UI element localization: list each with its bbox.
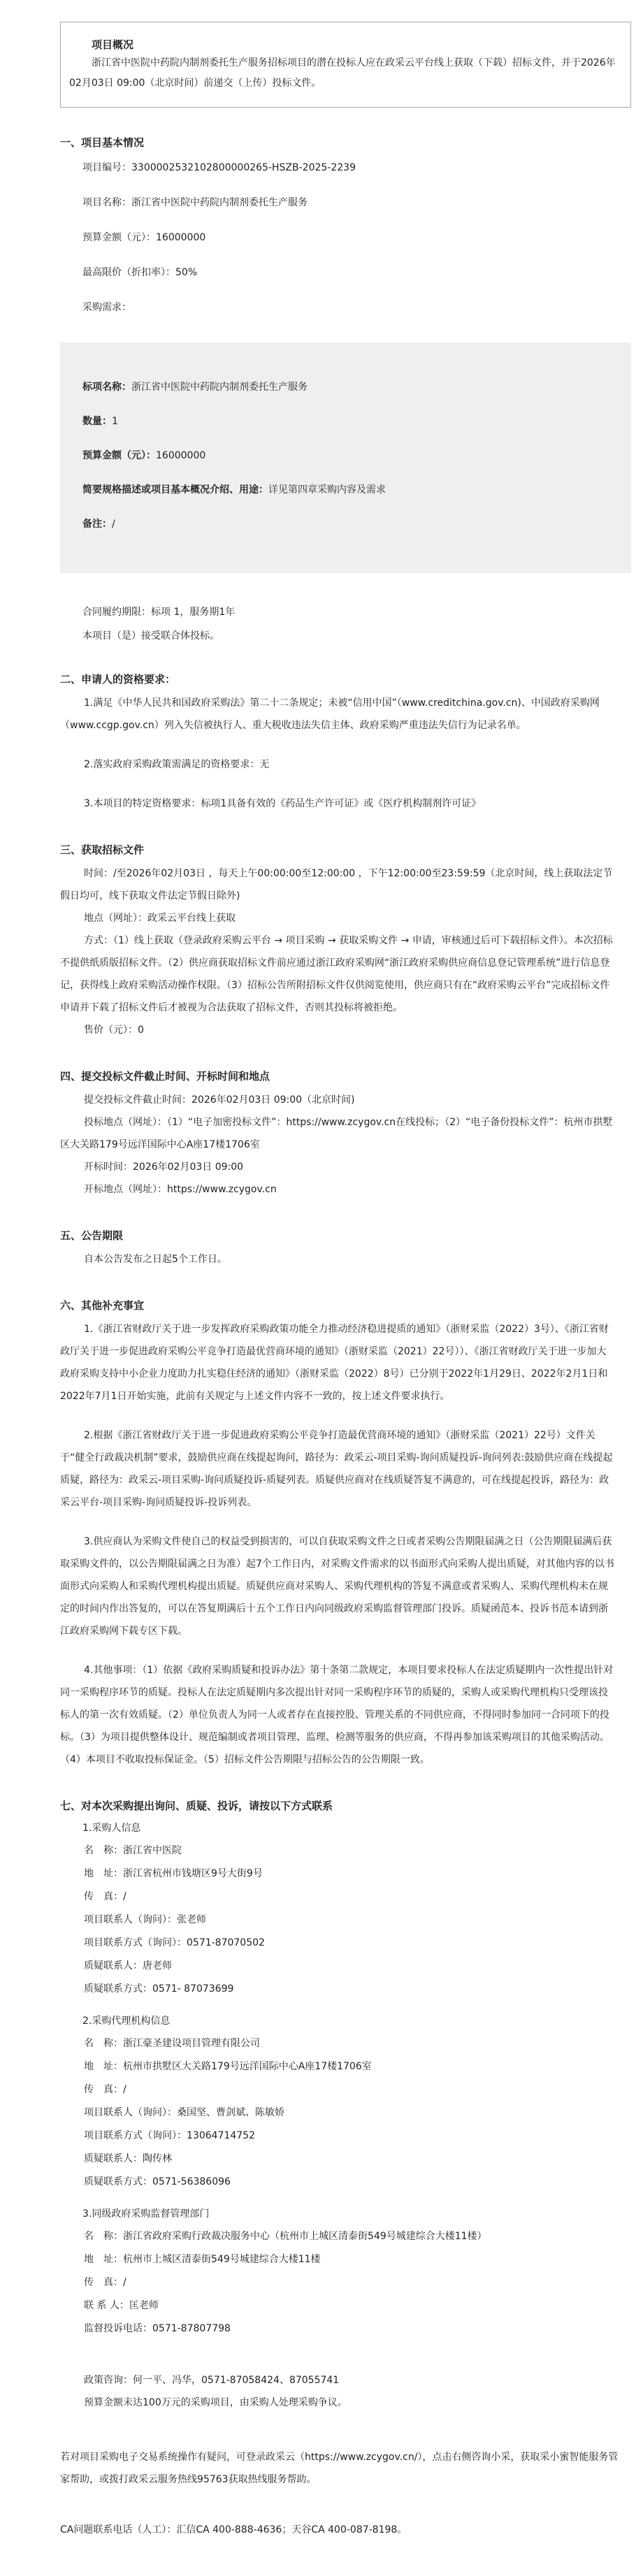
budget-amount: 预算金额（元）：16000000 (82, 231, 206, 243)
section-4-title: 四、提交投标文件截止时间、开标时间和地点 (60, 1069, 270, 1083)
supplementary-item: 1.《浙江省财政厅关于进一步发挥政府采购政策功能全力推动经济稳进提质的通知》（浙财采监（2022）3号）、《浙江省财政厅关于进一步促进政府采购公平竞争打造最优营商环境的通知》（浙财采监（2021）22号））、《浙江省财政厅关于进一步加大政府采购支持中小企业力度助力扎实稳住经济的通知》（浙财采监（2022）8号）已分别于2022年1月29日、2022年2月1日和2022年7月1日开始实施，此前有关规定与上述文件内容不一致的，按上述文件要求执行。 (60, 1323, 609, 1402)
submission-deadline: 提交投标文件截止时间：2026年02月03日 09:00（北京时间) (84, 1094, 355, 1106)
lot-quantity-value: 1 (112, 415, 118, 427)
contact-row: 项目联系方式（询问）：0571-87070502 (84, 1937, 265, 1948)
obtain-place: 地点（网址）：政采云平台线上获取 (84, 912, 236, 924)
supervisor-heading: 3.同级政府采购监督管理部门 (82, 2208, 210, 2220)
policy-consult: 政策咨询：何一平、冯华，0571-87058424、87055741 (84, 2374, 340, 2386)
purchaser-contact (84, 1842, 643, 1997)
contact-row: 项目联系人（询问）：张老师 (84, 1913, 206, 1925)
purchaser-heading: 1.采购人信息 (82, 1822, 141, 1834)
qualification-item: 1.满足《中华人民共和国政府采购法》第二十二条规定；未被“信用中国”（www.creditchina.gov.cn)、中国政府采购网（www.ccgp.gov.cn）列入失信被执行人、重大税收违法失信主体、政府采购严重违法失信行为记录名单。 (60, 697, 600, 731)
section-6-title: 六、其他补充事宜 (60, 1298, 145, 1312)
contact-row: 质疑联系方式：0571-56386096 (84, 2176, 231, 2187)
document-price: 售价（元）：0 (84, 1024, 144, 1036)
contact-row: 地 址：杭州市上城区清泰街549号城建综合大楼11楼 (84, 2253, 321, 2265)
supplementary-item: 2.根据《浙江省财政厅关于进一步促进政府采购公平竞争打造最优营商环境的通知》（浙财采监（2021）22号）文件关于“健全行政裁决机制”要求，鼓励供应商在线提起询问，路径为：政采云-项目采购-询问质疑投诉-询问列表:鼓励供应商在线提起质疑，路径为：政采云-项目采购-询问质疑投诉-质疑列表。质疑供应商对在线质疑答复不满意的，可在线提起投诉，路径为：政采云平台-项目采购-询问质疑投诉-投诉列表。 (60, 1429, 613, 1508)
lot-budget-value: 16000000 (156, 449, 206, 461)
announcement-period: 自本公告发布之日起5个工作日。 (84, 1253, 227, 1265)
contact-row: 质疑联系方式：0571- 87073699 (84, 1983, 234, 1995)
lot-remark (82, 516, 631, 533)
lot-quantity-label: 数量： (82, 415, 112, 427)
max-price: 最高限价（折扣率）：50% (82, 266, 198, 278)
contact-row: 名 称：浙江省中医院 (84, 1844, 182, 1856)
small-budget-note: 预算金额未达100万元的采购项目，由采购人处理采购争议。 (84, 2396, 347, 2408)
section-1-title: 一、项目基本情况 (60, 136, 145, 149)
contact-row: 名 称：浙江豪圣建设项目管理有限公司 (84, 2037, 260, 2049)
contact-row: 传 真：/ (84, 2276, 127, 2288)
section-2-title: 二、申请人的资格要求： (60, 672, 176, 686)
contact-row: 传 真：/ (84, 2083, 127, 2095)
section-5-title: 五、公告期限 (60, 1229, 124, 1242)
obtain-method: 方式：（1）线上获取（登录政府采购云平台 → 项目采购 → 获取采购文件 → 申请，审核通过后可下载招标文件）。本次招标不提供纸质版招标文件。（2）供应商获取招标文件前应通过浙江政府采购网“浙江政府采购供应商信息登记管理系统”进行信息登记，获得线上政府采购活动操作权限。（3）招标公告所附招标文件仅供阅览使用，供应商只有在“政府采购云平台”完成招标文件申请并下载了招标文件后才被视为合法获取了招标文件，否则其投标将被拒绝。 (60, 934, 613, 1013)
contact-row: 项目联系人（询问）：桑国坚、曹剑斌、陈敏娇 (84, 2106, 284, 2118)
lot-remark-value: / (112, 518, 115, 530)
lot-budget-label: 预算金额（元）： (82, 449, 156, 461)
lot-description (82, 482, 631, 498)
contact-row: 质疑联系人：陶传林 (84, 2152, 172, 2164)
lot-name (82, 379, 631, 396)
lot-details-box (60, 342, 631, 573)
agency-contact (84, 2035, 643, 2190)
qualification-item: 3.本项目的特定资格要求：标项1具备有效的《药品生产许可证》或《医疗机构制剂许可证》 (84, 797, 482, 809)
ca-contact-note: CA问题联系电话（人工）：汇信CA 400-888-4636；天谷CA 400-087-8198。 (60, 2524, 407, 2535)
lot-budget (82, 447, 631, 464)
contact-row: 地 址：杭州市拱墅区大关路179号远洋国际中心A座17楼1706室 (84, 2060, 372, 2072)
contact-row: 传 真：/ (84, 1890, 127, 1902)
supplementary-item: 3.供应商认为采购文件使自己的权益受到损害的，可以自获取采购文件之日或者采购公告期限届满之日（公告期限届满后获取采购文件的，以公告期限届满之日为准）起7个工作日内，对采购文件需求的以书面形式向采购人提出质疑，对其他内容的以书面形式向采购人和采购代理机构提出质疑。质疑供应商对采购人、采购代理机构的答复不满意或者采购人、采购代理机构未在规定的时间内作出答复的，可以在答复期满后十五个工作日内向同级政府采购监督管理部门投诉。质疑函范本、投诉书范本请到浙江政府采购网下载专区下载。 (60, 1535, 614, 1637)
lot-name-label: 标项名称： (82, 381, 131, 393)
project-name: 项目名称：浙江省中医院中药院内制剂委托生产服务 (82, 196, 308, 208)
lot-description-label: 简要规格描述或项目基本概况介绍、用途： (82, 484, 268, 495)
contract-period: 合同履约期限：标项 1，服务期1年 (82, 606, 236, 618)
section-7-title: 七、对本次采购提出询问、质疑、投诉，请按以下方式联系 (60, 1799, 333, 1812)
lot-remark-label: 备注： (82, 518, 112, 530)
contact-row: 质疑联系人：唐老师 (84, 1960, 172, 1971)
contact-row: 监督投诉电话：0571-87807798 (84, 2322, 231, 2334)
project-number: 项目编号：3300002532102800000265-HSZB-2025-2239 (82, 161, 356, 173)
lot-description-value: 详见第四章采购内容及需求 (268, 484, 386, 495)
section-3-title: 三、获取招标文件 (60, 843, 145, 856)
lot-name-value: 浙江省中医院中药院内制剂委托生产服务 (131, 381, 308, 393)
overview-body: 浙江省中医院中药院内制剂委托生产服务招标项目的潜在投标人应在政采云平台线上获取（下载）招标文件，并于2026年02月03日 09:00（北京时间）前递交（上传）投标文件。 (69, 57, 616, 89)
qualification-item: 2.落实政府采购政策需满足的资格要求：无 (84, 758, 270, 770)
contact-row: 地 址：浙江省杭州市钱塘区9号大街9号 (84, 1867, 263, 1879)
opening-time: 开标时间：2026年02月03日 09:00 (84, 1161, 244, 1173)
bid-place: 投标地点（网址）：（1）“电子加密投标文件”：https://www.zcygov.cn在线投标；（2）“电子备份投标文件”：杭州市拱墅区大关路179号远洋国际中心A座17楼1706室 (60, 1116, 613, 1150)
supervisor-contact (84, 2228, 643, 2337)
lot-quantity (82, 413, 631, 430)
supplementary-item: 4.其他事项：（1）依据《政府采购质疑和投诉办法》第十条第二款规定，本项目要求投标人在法定质疑期内一次性提出针对同一采购程序环节的质疑。投标人在法定质疑期内多次提出针对同一采购程序环节的质疑的，采购人或采购代理机构只受理该投标人的第一次有效质疑。（2）单位负责人为同一人或者存在直接控股、管理关系的不同供应商，不得同时参加同一合同项下的投标。（3）为项目提供整体设计、规范编制或者项目管理、监理、检测等服务的供应商，不得再参加该采购项目的其他采购活动。（4）本项目不收取投标保证金。（5）招标文件公告期限与招标公告的公告期限一致。 (60, 1664, 614, 1765)
overview-box (60, 22, 631, 108)
opening-place: 开标地点（网址）：https://www.zcygov.cn (84, 1183, 277, 1195)
contact-row: 项目联系方式（询问）：13064714752 (84, 2129, 255, 2141)
procurement-requirement: 采购需求： (82, 301, 131, 313)
consortium-note: 本项目（是）接受联合体投标。 (82, 630, 219, 642)
obtain-time: 时间：/至2026年02月03日 ，每天上午00:00:00至12:00:00 ，下午12:00:00至23:59:59（北京时间，线上获取法定节假日均可，线下获取文件法定节假日除外) (60, 867, 613, 902)
agency-heading: 2.采购代理机构信息 (82, 2015, 171, 2027)
system-help-note: 若对项目采购电子交易系统操作有疑问，可登录政采云（https://www.zcygov.cn/），点击右侧咨询小采，获取采小蜜智能服务管家帮助，或拨打政采云服务热线95763获取热线服务帮助。 (60, 2451, 619, 2485)
contact-row: 联 系 人：匡老师 (84, 2299, 159, 2311)
overview-title: 项目概况 (92, 38, 134, 51)
contact-row: 名 称：浙江省政府采购行政裁决服务中心（杭州市上城区清泰街549号城建综合大楼11楼） (84, 2230, 487, 2242)
